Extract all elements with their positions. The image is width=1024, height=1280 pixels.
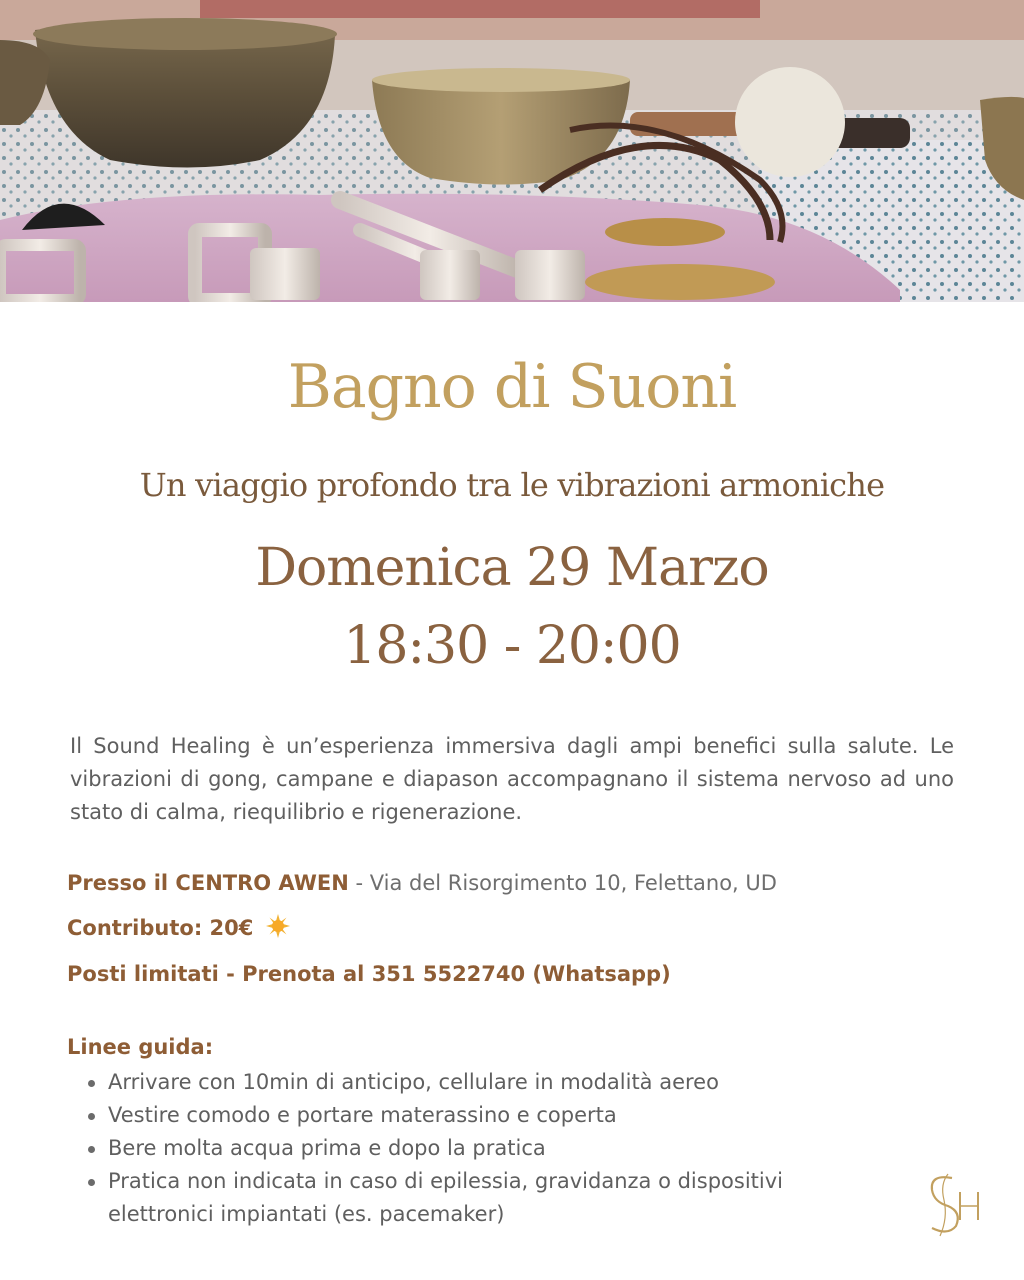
event-time: 18:30 - 20:00 (343, 616, 681, 676)
sun-icon (266, 914, 290, 946)
hero-photo (0, 0, 1024, 302)
location-line (67, 868, 777, 898)
guideline-item: Pratica non indicata in caso di epilessia, gravidanza o dispositivi elettronici impiantati (es. pacemaker) (88, 1165, 888, 1231)
singing-bowls-photo-icon (0, 0, 1024, 302)
fee-text: Contributo: 20€ (67, 916, 254, 940)
guideline-item: Arrivare con 10min di anticipo, cellulare in modalità aereo (88, 1066, 888, 1099)
guideline-item: Vestire comodo e portare materassino e coperta (88, 1099, 888, 1132)
guidelines-list (88, 1066, 888, 1231)
guidelines-title: Linee guida: (67, 1035, 214, 1059)
event-description: Il Sound Healing è un’esperienza immersiva dagli ampi benefici sulla salute. Le vibrazioni di gong, campane e diapason accompagnano il sistema nervoso ad uno stato di calma, riequilibrio e rigenerazione. (70, 734, 954, 824)
fee-line (67, 913, 290, 946)
event-date: Domenica 29 Marzo (255, 538, 769, 598)
booking-line (67, 959, 671, 989)
event-title: Bagno di Suoni (287, 352, 737, 422)
booking-text: Posti limitati - Prenota al 351 5522740 (Whatsapp) (67, 962, 671, 986)
event-subtitle: Un viaggio profondo tra le vibrazioni armoniche (139, 466, 885, 504)
location-address: - Via del Risorgimento 10, Felettano, UD (348, 871, 777, 895)
sh-monogram-logo-icon (922, 1170, 986, 1240)
location-label: Presso il CENTRO AWEN (67, 871, 349, 895)
guideline-item: Bere molta acqua prima e dopo la pratica (88, 1132, 888, 1165)
